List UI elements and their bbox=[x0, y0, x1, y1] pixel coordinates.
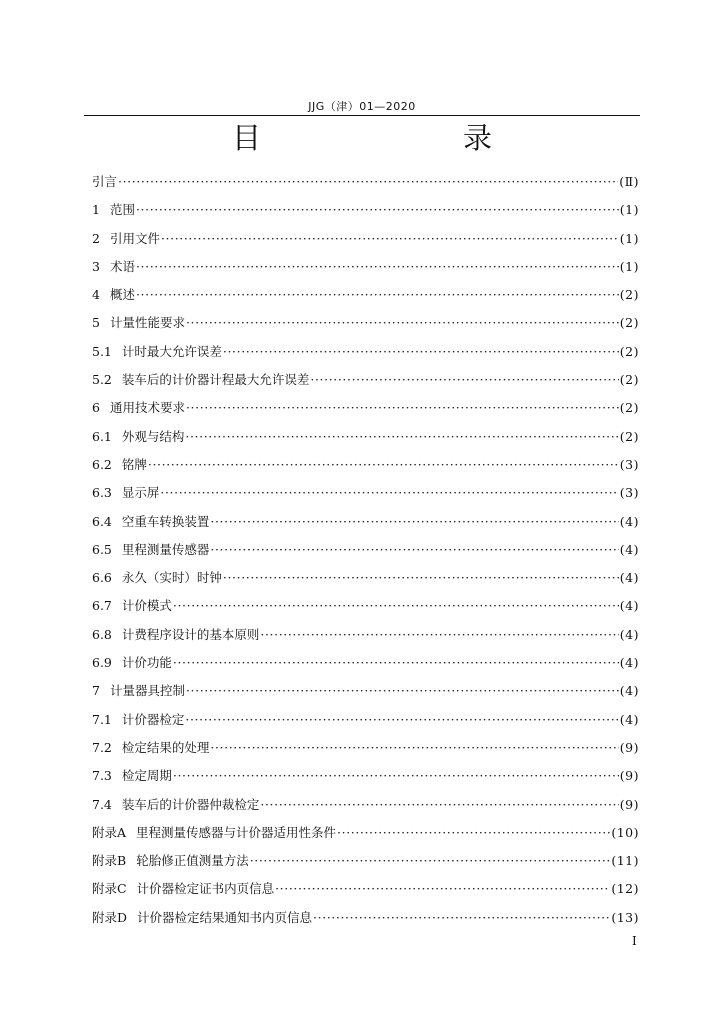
toc-entry[interactable] bbox=[92, 200, 639, 228]
toc-dot-leader bbox=[173, 768, 619, 783]
toc-entry-page: (4) bbox=[619, 570, 639, 586]
toc-entry-page: (4) bbox=[619, 626, 639, 642]
toc-entry-number: 6.3 bbox=[92, 485, 112, 501]
toc-dot-leader bbox=[161, 231, 619, 246]
toc-entry[interactable] bbox=[92, 851, 639, 879]
toc-entry-page: (Ⅱ) bbox=[619, 174, 639, 189]
toc-entry[interactable] bbox=[92, 285, 639, 313]
toc-entry[interactable] bbox=[92, 455, 639, 483]
toc-dot-leader bbox=[148, 457, 619, 472]
toc-entry-title: 装车后的计价器计程最大允许误差 bbox=[121, 372, 310, 388]
toc-entry-title: 通用技术要求 bbox=[109, 400, 185, 416]
toc-entry[interactable] bbox=[92, 370, 639, 398]
toc-entry-title: 检定周期 bbox=[121, 768, 172, 784]
toc-entry[interactable] bbox=[92, 908, 639, 936]
toc-entry-page: (2) bbox=[619, 343, 639, 359]
toc-entry[interactable] bbox=[92, 738, 639, 766]
toc-dot-leader bbox=[186, 315, 619, 330]
toc-entry-page: (2) bbox=[619, 428, 639, 444]
toc-entry-number: 6 bbox=[92, 400, 100, 416]
toc-entry-title: 计时最大允许误差 bbox=[121, 343, 222, 359]
toc-entry[interactable] bbox=[92, 823, 639, 851]
toc-entry-number: 5.2 bbox=[92, 372, 112, 388]
toc-entry-number: 附录A bbox=[92, 824, 127, 840]
toc-entry-number: 7.2 bbox=[92, 739, 112, 755]
toc-entry[interactable] bbox=[92, 766, 639, 794]
toc-entry-title: 轮胎修正值测量方法 bbox=[136, 853, 249, 869]
toc-entry-number: 6.7 bbox=[92, 598, 112, 614]
toc-entry-page: (2) bbox=[619, 315, 639, 331]
toc-dot-leader bbox=[223, 344, 619, 359]
header-rule bbox=[84, 115, 640, 116]
toc-entry-page: (4) bbox=[619, 655, 639, 671]
toc-entry-number: 7.3 bbox=[92, 768, 112, 784]
toc-entry-title: 计价模式 bbox=[121, 598, 172, 614]
toc-entry-page: (2) bbox=[619, 372, 639, 388]
toc-entry-page: (4) bbox=[619, 711, 639, 727]
toc-entry-number: 6.2 bbox=[92, 456, 112, 472]
toc-entry-page: (1) bbox=[619, 202, 639, 218]
toc-entry-page: (4) bbox=[619, 541, 639, 557]
toc-entry-title: 术语 bbox=[109, 258, 135, 274]
toc-entry-title: 概述 bbox=[109, 287, 135, 303]
toc-entry-number: 7.4 bbox=[92, 796, 112, 812]
toc-entry-title: 里程测量传感器与计价器适用性条件 bbox=[136, 824, 337, 840]
toc-entry[interactable] bbox=[92, 653, 639, 681]
toc-dot-leader bbox=[260, 627, 618, 642]
toc-entry-page: (10) bbox=[611, 824, 639, 840]
toc-dot-leader bbox=[210, 514, 618, 529]
toc-entry-page: (4) bbox=[619, 683, 639, 699]
toc-entry-number: 3 bbox=[92, 258, 100, 274]
toc-dot-leader bbox=[310, 372, 618, 387]
toc-dot-leader bbox=[185, 429, 618, 444]
toc-entry-page: (3) bbox=[619, 456, 639, 472]
toc-dot-leader bbox=[160, 485, 618, 500]
toc-entry[interactable] bbox=[92, 398, 639, 426]
toc-dot-leader bbox=[210, 542, 618, 557]
toc-entry[interactable] bbox=[92, 710, 639, 738]
toc-entry[interactable] bbox=[92, 257, 639, 285]
toc-entry[interactable] bbox=[92, 313, 639, 341]
toc-entry-number: 2 bbox=[92, 230, 100, 246]
toc-entry-title: 计价功能 bbox=[121, 655, 172, 671]
toc-title: 目 录 bbox=[231, 121, 540, 155]
toc-entry[interactable] bbox=[92, 540, 639, 568]
toc-dot-leader bbox=[186, 400, 619, 415]
toc-entry-title: 空重车转换装置 bbox=[121, 513, 210, 529]
toc-entry[interactable] bbox=[92, 172, 639, 200]
toc-entry-title: 外观与结构 bbox=[121, 428, 185, 444]
toc-entry-page: (4) bbox=[619, 598, 639, 614]
toc-dot-leader bbox=[337, 825, 610, 840]
toc-entry-number: 附录C bbox=[92, 881, 127, 897]
toc-entry-page: (12) bbox=[611, 881, 639, 897]
table-of-contents bbox=[92, 172, 639, 936]
toc-entry-title: 铭牌 bbox=[121, 456, 147, 472]
toc-entry-title: 计价器检定 bbox=[121, 711, 185, 727]
toc-entry-number: 5 bbox=[92, 315, 100, 331]
toc-entry-number: 附录B bbox=[92, 853, 127, 869]
toc-entry-page: (2) bbox=[619, 287, 639, 303]
toc-entry[interactable] bbox=[92, 342, 639, 370]
toc-entry-number: 7.1 bbox=[92, 711, 112, 727]
toc-entry-page: (3) bbox=[619, 485, 639, 501]
toc-entry-page: (9) bbox=[619, 768, 639, 784]
toc-dot-leader bbox=[210, 740, 618, 755]
toc-entry[interactable] bbox=[92, 512, 639, 540]
toc-entry-number: 6.4 bbox=[92, 513, 112, 529]
toc-entry[interactable] bbox=[92, 483, 639, 511]
toc-entry-number: 6.9 bbox=[92, 655, 112, 671]
toc-entry[interactable] bbox=[92, 625, 639, 653]
toc-entry-title: 计价器检定结果通知书内页信息 bbox=[137, 909, 313, 925]
toc-entry-title: 里程测量传感器 bbox=[121, 541, 210, 557]
toc-entry-number: 5.1 bbox=[92, 343, 112, 359]
toc-dot-leader bbox=[136, 202, 619, 217]
toc-dot-leader bbox=[223, 570, 619, 585]
toc-entry[interactable] bbox=[92, 568, 639, 596]
toc-entry-page: (9) bbox=[619, 796, 639, 812]
toc-entry-number: 4 bbox=[92, 287, 100, 303]
toc-entry-title: 引用文件 bbox=[109, 230, 160, 246]
toc-entry-page: (9) bbox=[619, 739, 639, 755]
toc-entry-title: 永久（实时）时钟 bbox=[121, 570, 222, 586]
toc-entry-page: (1) bbox=[619, 230, 639, 246]
toc-dot-leader bbox=[275, 881, 610, 896]
toc-entry-page: (2) bbox=[619, 400, 639, 416]
toc-entry-number: 7 bbox=[92, 683, 100, 699]
toc-entry-title: 计量性能要求 bbox=[109, 315, 185, 331]
toc-dot-leader bbox=[186, 683, 619, 698]
toc-dot-leader bbox=[260, 797, 618, 812]
document-code: JJG（津）01—2020 bbox=[308, 100, 416, 113]
toc-entry-page: (13) bbox=[611, 909, 639, 925]
toc-entry-number: 附录D bbox=[92, 909, 128, 925]
toc-dot-leader bbox=[185, 712, 618, 727]
toc-dot-leader bbox=[173, 598, 619, 613]
toc-entry-title: 计费程序设计的基本原则 bbox=[121, 626, 260, 642]
toc-dot-leader bbox=[313, 910, 610, 925]
toc-entry-number: 6.5 bbox=[92, 541, 112, 557]
toc-entry-title: 计价器检定证书内页信息 bbox=[136, 881, 275, 897]
toc-entry-number: 6.6 bbox=[92, 570, 112, 586]
toc-entry[interactable] bbox=[92, 879, 639, 907]
toc-entry-page: (11) bbox=[611, 853, 639, 869]
toc-entry[interactable] bbox=[92, 596, 639, 624]
toc-entry-title: 计量器具控制 bbox=[109, 683, 185, 699]
toc-entry-title: 范围 bbox=[109, 202, 135, 218]
toc-entry-title: 装车后的计价器仲裁检定 bbox=[121, 796, 260, 812]
toc-entry[interactable] bbox=[92, 681, 639, 709]
toc-entry-title: 显示屏 bbox=[121, 485, 160, 501]
toc-entry-page: (1) bbox=[619, 258, 639, 274]
toc-entry[interactable] bbox=[92, 229, 639, 257]
toc-entry-number: 6.8 bbox=[92, 626, 112, 642]
toc-dot-leader bbox=[118, 174, 618, 189]
toc-dot-leader bbox=[250, 853, 611, 868]
toc-entry-number: 6.1 bbox=[92, 428, 112, 444]
toc-dot-leader bbox=[136, 287, 619, 302]
toc-entry-number: 1 bbox=[92, 202, 100, 218]
toc-entry[interactable] bbox=[92, 795, 639, 823]
toc-dot-leader bbox=[173, 655, 619, 670]
page-number: I bbox=[632, 934, 637, 948]
toc-entry-page: (4) bbox=[619, 513, 639, 529]
toc-dot-leader bbox=[136, 259, 619, 274]
toc-entry-title: 引言 bbox=[92, 174, 118, 189]
toc-entry-title: 检定结果的处理 bbox=[121, 739, 210, 755]
toc-entry[interactable] bbox=[92, 427, 639, 455]
